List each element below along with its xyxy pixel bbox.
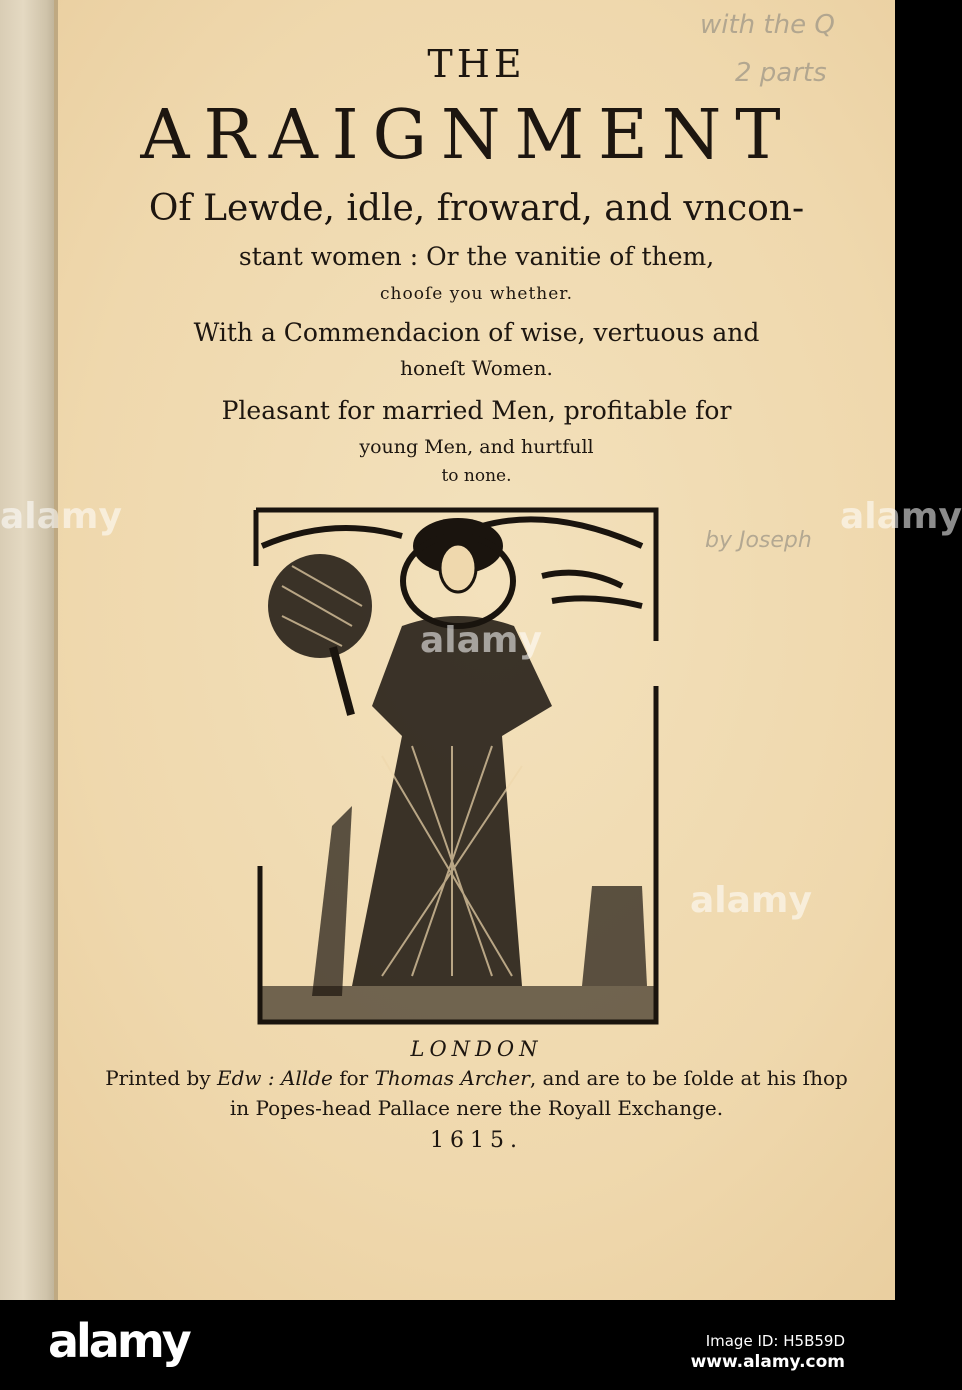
subtitle-line: young Men, and hurtfull <box>359 436 594 458</box>
subtitle-line: With a Commendacion of wise, vertuous and <box>193 318 760 347</box>
handwritten-note: 2 parts <box>735 58 827 88</box>
imprint-address: in Popes-head Pallace nere the Royall Exchange. <box>229 1096 724 1120</box>
site-url: www.alamy.com <box>690 1352 845 1372</box>
watermark: alamy <box>840 496 962 537</box>
stock-footer <box>0 1300 895 1390</box>
subtitle-line: to none. <box>441 466 512 486</box>
imprint-text: for <box>332 1066 375 1090</box>
imprint-text: , and are to be ſolde at his ſhop <box>529 1066 848 1090</box>
publisher-name: Thomas Archer <box>374 1066 530 1090</box>
watermark: alamy <box>0 496 122 537</box>
alamy-logo: alamy <box>48 1314 189 1368</box>
watermark: alamy <box>690 880 812 921</box>
subtitle-line: chooſe you whether. <box>380 284 573 304</box>
imprint-city: LONDON <box>410 1037 543 1061</box>
main-title: ARAIGNMENT <box>140 96 795 175</box>
handwritten-note: with the Q <box>700 10 835 40</box>
woodcut-illustration <box>252 506 664 1026</box>
printer-name: Edw : Allde <box>216 1066 333 1090</box>
book-spine <box>0 0 58 1300</box>
image-id: Image ID: H5B59D <box>705 1332 845 1350</box>
subtitle-line: stant women : Or the vanitie of them, <box>238 242 715 271</box>
subtitle-line: Of Lewde, idle, froward, and vncon- <box>148 188 805 229</box>
handwritten-note: by Joseph <box>705 528 812 553</box>
imprint-printer-line <box>58 1066 895 1090</box>
subtitle-line: honeſt Women. <box>400 356 553 380</box>
imprint-text: Printed by <box>105 1066 217 1090</box>
title-the: THE <box>427 42 526 86</box>
watermark: alamy <box>420 620 542 661</box>
imprint-year: 1615. <box>430 1128 523 1153</box>
subtitle-line: Pleasant for married Men, profitable for <box>221 396 732 425</box>
